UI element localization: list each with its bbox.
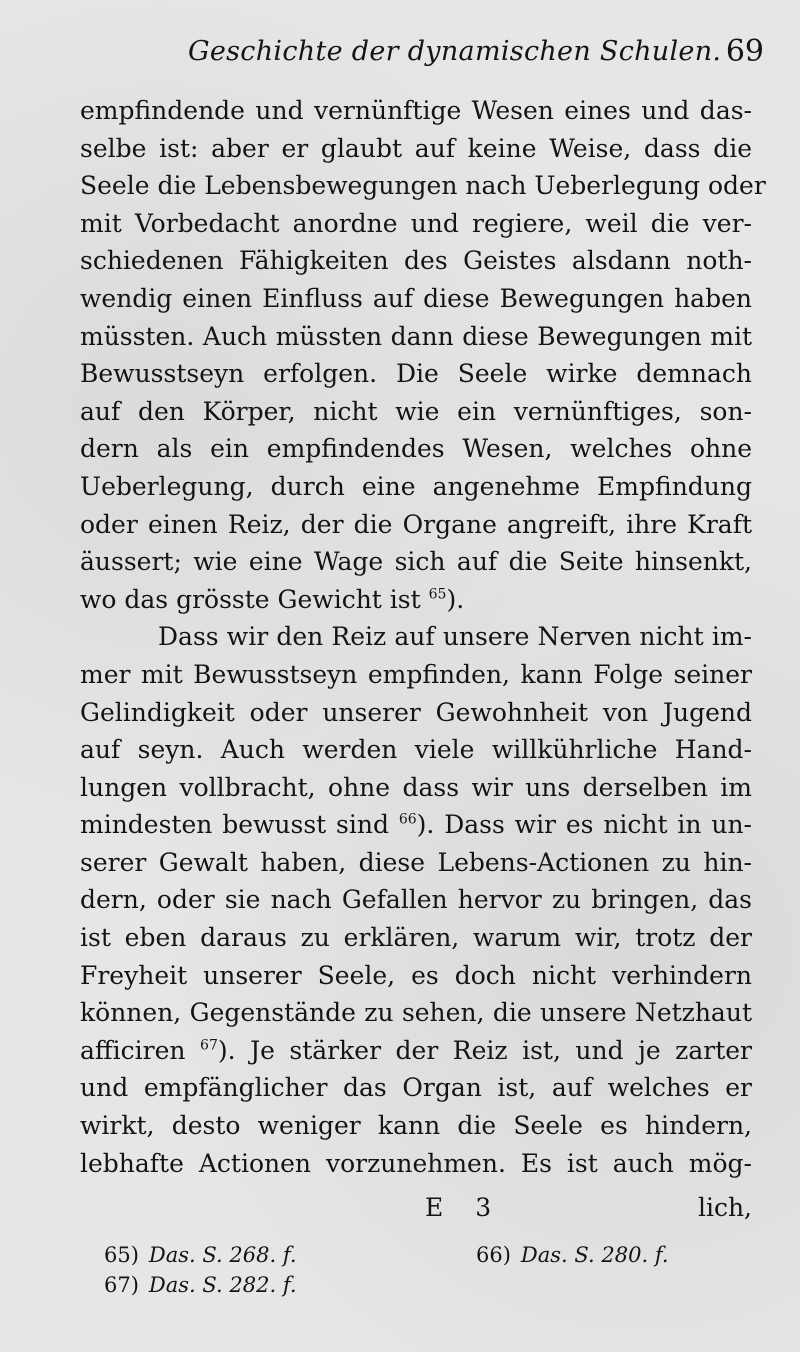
footnote-row: [104, 1273, 724, 1303]
footnote-marker[interactable]: 65: [428, 586, 447, 603]
text-line: selbe ist: aber er glaubt auf keine Weise, dass die: [80, 133, 752, 163]
footnote-number: 65): [104, 1243, 139, 1267]
text-line: Bewusstseyn erfolgen. Die Seele wirke demnach: [80, 359, 752, 389]
signature-mark: E 3: [425, 1193, 504, 1222]
line-text: ).: [446, 584, 465, 614]
line-text: ). Je stärker der Reiz ist, und je zarter: [217, 1035, 752, 1065]
footnote-reference: Das. S. 280. f.: [520, 1243, 669, 1267]
body-text: [80, 92, 766, 1182]
text-line: können, Gegenstände zu sehen, die unsere Netzhaut: [80, 998, 752, 1028]
text-line: Freyheit unserer Seele, es doch nicht verhindern: [80, 960, 752, 990]
running-title: Geschichte der dynamischen Schulen.: [188, 36, 722, 67]
footnote-reference: Das. S. 268. f.: [148, 1243, 297, 1267]
text-line: lebhafte Actionen vorzunehmen. Es ist auch mög-: [80, 1148, 752, 1178]
text-line: serer Gewalt haben, diese Lebens-Actionen zu hin-: [80, 847, 752, 877]
running-head: [0, 36, 800, 76]
text-line: lungen vollbracht, ohne dass wir uns derselben im: [80, 772, 752, 802]
footnote-67: [104, 1273, 297, 1297]
text-line: empfindende und vernünftige Wesen eines und das-: [80, 96, 752, 125]
footnote-number: 67): [104, 1273, 139, 1297]
text-line: ist eben daraus zu erklären, warum wir, trotz der: [80, 923, 752, 953]
footnote-65: [104, 1243, 297, 1267]
text-line: auf seyn. Auch werden viele willkührliche Hand-: [80, 735, 752, 765]
footnotes: [104, 1243, 724, 1303]
text-line: Gelindigkeit oder unserer Gewohnheit von Jugend: [80, 697, 752, 727]
text-line: oder einen Reiz, der die Organe angreift, ihre Kraft: [80, 509, 752, 539]
text-line: wendig einen Einfluss auf diese Bewegungen haben: [80, 283, 752, 313]
text-line: und empfänglicher das Organ ist, auf welches er: [80, 1073, 752, 1103]
text-line: schiedenen Fähigkeiten des Geistes alsdann noth-: [80, 246, 752, 276]
line-text: wo das grösste Gewicht ist: [80, 584, 421, 614]
page-number: 69: [725, 34, 764, 69]
text-line: Seele die Lebensbewegungen nach Ueberlegung oder: [80, 171, 766, 201]
footnote-marker[interactable]: 67: [200, 1037, 218, 1054]
text-line: [80, 581, 752, 619]
footnote-row: [104, 1243, 724, 1273]
line-text: ). Dass wir es nicht in un-: [416, 810, 752, 840]
text-line: dern, oder sie nach Gefallen hervor zu bringen, das: [80, 885, 752, 915]
paragraph-start-line: Dass wir den Reiz auf unsere Nerven nicht im-: [158, 622, 752, 652]
text-line: mit Vorbedacht anordne und regiere, weil die ver-: [80, 208, 752, 238]
text-line: wirkt, desto weniger kann die Seele es hindern,: [80, 1111, 752, 1141]
line-text: afficiren: [80, 1035, 186, 1065]
footnote-reference: Das. S. 282. f.: [148, 1273, 297, 1297]
footnote-66: [476, 1243, 669, 1267]
text-line: auf den Körper, nicht wie ein vernünftiges, son-: [80, 396, 752, 426]
catchword: lich,: [697, 1193, 752, 1222]
text-line: [80, 1032, 752, 1070]
line-text: mindesten bewusst sind: [80, 810, 389, 840]
footnote-number: 66): [476, 1243, 511, 1267]
footnote-marker[interactable]: 66: [398, 811, 417, 828]
text-line: Ueberlegung, durch eine angenehme Empfindung: [80, 471, 752, 501]
text-line: äussert; wie eine Wage sich auf die Seite hinsenkt,: [80, 547, 752, 577]
text-line: [80, 806, 752, 844]
signature-row: [80, 1193, 752, 1229]
text-line: müssten. Auch müssten dann diese Bewegungen mit: [80, 321, 752, 351]
text-line: mer mit Bewusstseyn empfinden, kann Folge seiner: [80, 659, 752, 689]
text-line: dern als ein empfindendes Wesen, welches ohne: [80, 434, 752, 464]
